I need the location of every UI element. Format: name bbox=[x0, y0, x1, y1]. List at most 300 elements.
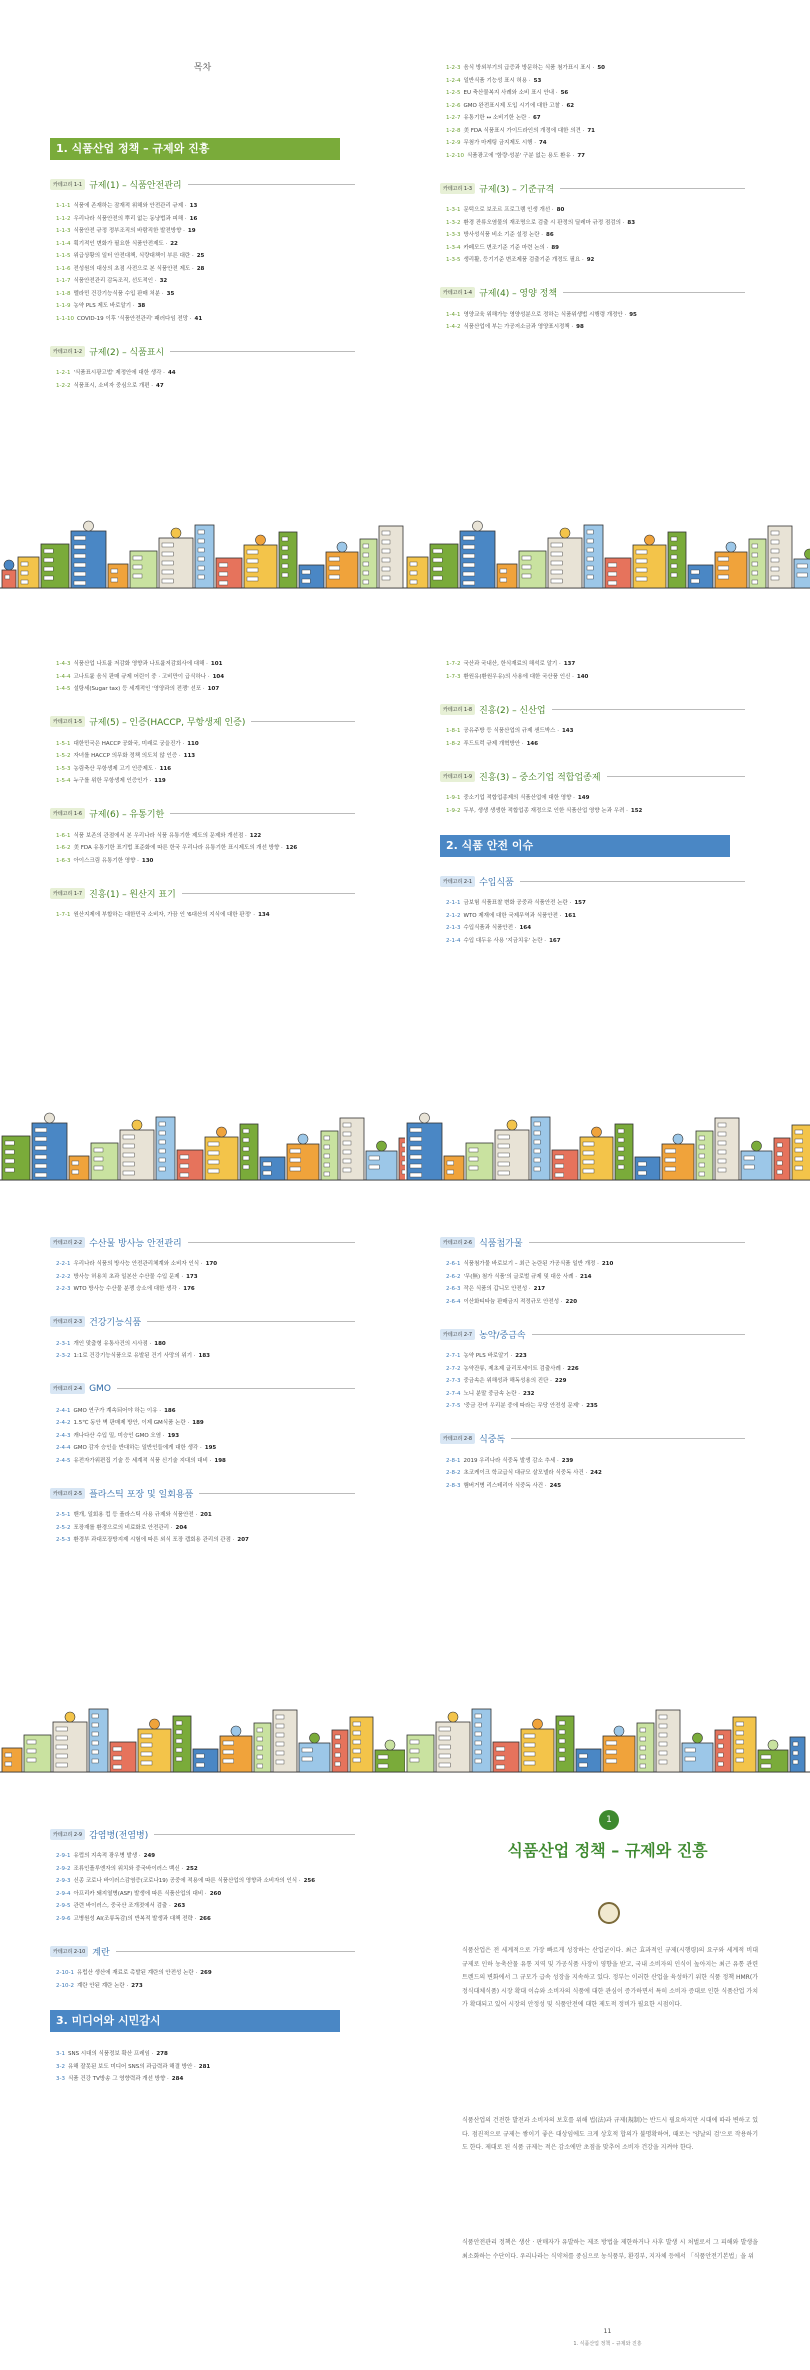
building-shape bbox=[497, 564, 517, 588]
toc-entry-number: 1-1-6 bbox=[56, 265, 71, 272]
toc-entry-number: 2-9-3 bbox=[56, 1878, 71, 1884]
toc-entry-page: 77 bbox=[577, 152, 585, 159]
toc-entry-number: 2-9-4 bbox=[56, 1890, 71, 1897]
toc-entry-number: 2-5-2 bbox=[56, 1524, 71, 1531]
toc-entry-page: 50 bbox=[597, 65, 605, 71]
toc-entry-number: 2-4-1 bbox=[56, 1407, 71, 1414]
toc-entry-number: 1-4-5 bbox=[56, 686, 71, 692]
toc-entry-title: 美 FDA 유통기한 표기법 표준화에 따른 한국 우리나라 유통기한 표시제도의 개선 방향 · bbox=[73, 845, 283, 851]
toc-entry-page: 201 bbox=[200, 1512, 212, 1518]
p7-sections bbox=[50, 1826, 355, 1992]
section-divider bbox=[251, 721, 355, 722]
toc-entry-title: 햄버거병 리스테리아 식중독 사건 · bbox=[463, 1482, 547, 1489]
toc-section-header bbox=[50, 1381, 355, 1397]
building-shape bbox=[69, 1156, 89, 1180]
toc-entry-number: 2-6-1 bbox=[446, 1261, 461, 1267]
toc-entry[interactable] bbox=[50, 750, 355, 763]
toc-entry-title: 국산과 국내산, 한식재료의 해석로 알기 · bbox=[463, 661, 561, 667]
toc-entry-page: 273 bbox=[131, 1982, 143, 1989]
toc-entry-page: 152 bbox=[630, 807, 643, 814]
toc-title: 목차 bbox=[193, 63, 212, 73]
toc-entry[interactable] bbox=[50, 1455, 355, 1468]
section-title: 수입식품 bbox=[479, 877, 514, 888]
toc-entry[interactable] bbox=[50, 1442, 355, 1455]
toc-entry[interactable] bbox=[50, 658, 355, 671]
toc-entry-title: 생리활, 등기기준 변조제품 검출기준 개정도 필요 · bbox=[463, 257, 584, 263]
toc-entry-title: 유전자가위편집 기술 등 세계적 식품 신기술 지대의 대비 · bbox=[73, 1457, 212, 1464]
toc-entry-title: SNS 시대의 식품정보 확산 프레임 · bbox=[67, 2051, 154, 2057]
toc-entry-number: 1-7-2 bbox=[446, 661, 461, 667]
toc-entry-number: 2-1-3 bbox=[446, 925, 461, 931]
toc-entry-page: 183 bbox=[198, 1353, 210, 1359]
toc-entry-page: 252 bbox=[186, 1865, 198, 1872]
section-title: 진흥(3) – 중소기업 적합업종제 bbox=[479, 772, 601, 783]
toc-entry-number: 2-4-2 bbox=[56, 1420, 71, 1426]
town-illustration-3 bbox=[0, 1112, 405, 1182]
toc-entry-title: '무(無) 첨가 식품'의 글로벌 규제 및 대응 사례 · bbox=[463, 1273, 578, 1280]
section-title: 진흥(1) – 원산지 표기 bbox=[89, 889, 176, 900]
toc-entry[interactable] bbox=[50, 1875, 355, 1888]
toc-entry[interactable] bbox=[50, 763, 355, 776]
building-shape bbox=[444, 1156, 464, 1180]
toc-entry-number: 1-3-1 bbox=[446, 207, 461, 213]
toc-entry-page: 210 bbox=[601, 1261, 614, 1267]
toc-entry-page: 113 bbox=[183, 753, 196, 759]
section-title: 식중독 bbox=[479, 1435, 506, 1445]
toc-entry[interactable] bbox=[50, 213, 355, 226]
toc-entry-page: 143 bbox=[561, 728, 574, 734]
toc-entry-page: 47 bbox=[156, 382, 164, 389]
toc-entry-number: 1-1-8 bbox=[56, 290, 71, 297]
toc-section bbox=[50, 1943, 355, 1992]
toc-entry[interactable] bbox=[50, 1338, 355, 1351]
toc-section bbox=[50, 1381, 355, 1468]
toc-entry-number: 1-2-5 bbox=[446, 90, 461, 96]
toc-entry[interactable] bbox=[50, 1863, 355, 1876]
toc-entry-number: 1-2-9 bbox=[446, 140, 461, 146]
section-tag: 카테고리 2-7 bbox=[440, 1329, 475, 1340]
toc-entry[interactable] bbox=[50, 1430, 355, 1443]
toc-entry-number: 2-2-2 bbox=[56, 1273, 71, 1280]
toc-entry-number: 2-8-2 bbox=[446, 1470, 461, 1476]
toc-entry-page: 101 bbox=[210, 661, 223, 667]
toc-entry-page: 284 bbox=[171, 2076, 184, 2082]
toc-entry-page: 95 bbox=[629, 311, 637, 318]
section-divider bbox=[188, 1242, 355, 1243]
body-paragraph-3: 식품안전관리 정책은 생산 · 판매자가 유발하는 제조 방법을 제한하거나 사후 발생 시 처벌로서 그 피해와 발생을 최소화하는 수단이다. 우리나라는 식약처를 중심으로 농식품부, 환경부, 지자체 등에서 「식품안전기본법」을 위 bbox=[462, 2239, 758, 2260]
toc-entry-page: 86 bbox=[546, 232, 554, 238]
toc-entry-number: 1-1-9 bbox=[56, 303, 71, 309]
town-illustration-6 bbox=[405, 1704, 810, 1774]
section-title: 수산물 방사능 안전관리 bbox=[89, 1238, 182, 1249]
toc-entry-title: 무첨가 마케팅 금지제도 시행 · bbox=[463, 140, 536, 146]
toc-entry-page: 229 bbox=[554, 1378, 567, 1384]
body-paragraph-2: 식품산업의 건전한 발전과 소비자의 보호를 위해 법(法)과 규제(規制)는 반드시 필요하지만 시대에 따라 변하고 있다. 점진적으로 규제는 쌓이기 좋은 대상임에도 크게 상호적 합의가 불명확하여, 때로는 '양날의 검'으로 작용하기도 한다. 제대로 된 식품 규제는 적은 감소에만 초점을 맞추어 소비자 건강을 지켜야 한다. bbox=[462, 2117, 758, 2151]
toc-entry-number: 2-3-1 bbox=[56, 1340, 71, 1347]
toc-entry-page: 242 bbox=[590, 1470, 602, 1476]
toc-entry[interactable] bbox=[50, 380, 355, 393]
toc-entry-title: GMO 완전표시제 도입 시기에 대한 고찰 · bbox=[463, 102, 564, 109]
building-shape bbox=[108, 564, 128, 588]
toc-entry-page: 164 bbox=[519, 925, 532, 931]
toc-section-header bbox=[50, 1234, 355, 1250]
section-title: 건강기능식품 bbox=[89, 1318, 142, 1328]
toc-entry-title: 설탕세(Sugar tax) 등 세계적인 '영양과의 전쟁' 선포 · bbox=[73, 686, 205, 692]
section-title: 규제(5) – 인증(HACCP, 무항생제 인증) bbox=[89, 718, 246, 728]
toc-entry-number: 2-1-2 bbox=[446, 912, 461, 919]
page-8 bbox=[405, 0, 810, 2370]
toc-entry[interactable] bbox=[50, 1980, 355, 1993]
toc-entry-page: 198 bbox=[214, 1457, 226, 1464]
toc-entry-page: 232 bbox=[523, 1390, 535, 1397]
toc-entry[interactable] bbox=[50, 225, 355, 238]
toc-entry[interactable] bbox=[50, 1509, 355, 1522]
section-title: 규제(3) – 기준규격 bbox=[479, 184, 555, 195]
building-shape bbox=[260, 1157, 285, 1180]
toc-entry-page: 44 bbox=[167, 370, 176, 376]
toc-entry-title: 푸드트럭 규제 개혁방안 · bbox=[463, 740, 524, 747]
town-illustration-5 bbox=[0, 1704, 405, 1774]
toc-entry-title: 아프리카 돼지열병(ASF) 발생에 따른 식품산업의 대비 · bbox=[73, 1890, 207, 1897]
toc-entry[interactable] bbox=[50, 683, 355, 696]
building-shape bbox=[375, 1750, 405, 1772]
toc-entry-title: 음식 방외부기의 급증과 방문하는 식품 첨가표시 표시 · bbox=[463, 65, 595, 71]
p5-sections bbox=[50, 1234, 355, 1547]
toc-entry-title: WTO 제재에 대한 국제무역과 식품안전 · bbox=[463, 912, 562, 919]
section-tag: 카테고리 1-9 bbox=[440, 771, 475, 782]
toc-entry-number: 1-1-7 bbox=[56, 278, 71, 284]
toc-entry-title: 영양교육 위해가능 영양성분으로 정하는 식품위생법 시행령 개정안 · bbox=[463, 311, 627, 318]
toc-entry-page: 134 bbox=[258, 912, 270, 918]
toc-entry-page: 186 bbox=[164, 1407, 176, 1414]
toc-entry-page: 119 bbox=[154, 778, 166, 784]
toc-entry-page: 157 bbox=[574, 900, 586, 906]
toc-entry-number: 1-8-1 bbox=[446, 728, 461, 734]
toc-entry-page: 214 bbox=[580, 1273, 592, 1280]
toc-section-header bbox=[50, 714, 355, 730]
toc-entry-number: 2-3-2 bbox=[56, 1353, 71, 1359]
toc-entry-page: 71 bbox=[587, 127, 595, 134]
toc-entry-title: 조류인플루엔자의 위치와 중국바이러스 백신 · bbox=[73, 1865, 184, 1872]
toc-entry-page: 137 bbox=[563, 661, 576, 667]
toc-entry-title: 유럽의 지속적 광우병 발생 · bbox=[73, 1853, 141, 1859]
toc-entry-title: 포장재를 환경으로의 비료화로 안전관리 · bbox=[73, 1524, 173, 1531]
toc-entry-title: 대한민국은 HACCP 공화국, 미래로 궁을진가 · bbox=[73, 740, 185, 747]
toc-entry-title: WTO 방사능 수산물 분쟁 승소에 대한 생각 · bbox=[73, 1286, 181, 1292]
toc-entry-page: 170 bbox=[205, 1261, 218, 1267]
toc-entry-page: 269 bbox=[200, 1970, 212, 1976]
toc-entry-number: 2-6-3 bbox=[446, 1286, 461, 1292]
toc-entry-number: 1-4-3 bbox=[56, 661, 71, 667]
toc-entry[interactable] bbox=[50, 909, 355, 922]
toc-entry-number: 2-6-2 bbox=[446, 1273, 461, 1280]
section-tag: 카테고리 1-8 bbox=[440, 704, 475, 715]
toc-entry-number: 1-2-4 bbox=[446, 77, 461, 84]
section-tag: 카테고리 1-1 bbox=[50, 179, 85, 190]
toc-section-header bbox=[50, 343, 355, 359]
toc-entry-page: 167 bbox=[549, 937, 561, 944]
p7-chapter3-items bbox=[50, 2048, 355, 2086]
toc-entry[interactable] bbox=[50, 855, 355, 868]
toc-entry-title: 전성원의 대상의 초점 사전으로 본 식품안전 제도 · bbox=[73, 265, 194, 272]
toc-entry-title: 중금속은 위해성과 해독성용의 진단 · bbox=[463, 1378, 552, 1384]
toc-entry-page: 146 bbox=[526, 740, 539, 747]
p3-column bbox=[50, 658, 355, 940]
toc-entry[interactable] bbox=[50, 238, 355, 251]
chapter-banner-2: 2. 식품 안전 이슈 bbox=[440, 835, 730, 857]
toc-entry-page: 260 bbox=[209, 1890, 222, 1897]
town-illustration-2 bbox=[405, 520, 810, 590]
building-shape bbox=[576, 1749, 601, 1772]
toc-entry-number: 2-4-5 bbox=[56, 1457, 71, 1464]
toc-entry[interactable] bbox=[50, 671, 355, 684]
section-tag: 카테고리 2-3 bbox=[50, 1316, 85, 1327]
page-7 bbox=[0, 1776, 405, 2370]
toc-entry-title: '식품표시광고법' 제정안에 대한 생각 · bbox=[73, 370, 165, 376]
section-divider bbox=[188, 184, 355, 185]
toc-entry-page: 98 bbox=[576, 324, 584, 330]
toc-entry-page: 80 bbox=[556, 207, 565, 213]
toc-entry-number: 1-2-7 bbox=[446, 115, 461, 121]
toc-entry-number: 2-9-6 bbox=[56, 1915, 71, 1922]
toc-section-header bbox=[50, 806, 355, 822]
toc-entry-number: 2-7-3 bbox=[446, 1378, 461, 1384]
toc-entry-page: 38 bbox=[137, 303, 146, 309]
toc-entry[interactable] bbox=[50, 1888, 355, 1901]
toc-entry-title: 1.5℃ 동안 벽 판매제 방안, 이제 GM식품 논란 · bbox=[73, 1420, 190, 1426]
toc-entry-number: 1-8-2 bbox=[446, 740, 461, 747]
toc-entry-number: 1-3-3 bbox=[446, 232, 461, 238]
toc-entry-page: 256 bbox=[303, 1878, 316, 1884]
toc-entry-title: 멜라민 건강기능식품 수입 판매 처분 · bbox=[73, 290, 164, 297]
toc-entry[interactable] bbox=[50, 1258, 355, 1271]
toc-entry[interactable] bbox=[50, 200, 355, 213]
toc-entry[interactable] bbox=[50, 1522, 355, 1535]
toc-entry-title: 식품첨가물 바로보기 – 최근 논란된 가공식품 일반 개정 · bbox=[463, 1261, 599, 1267]
toc-entry[interactable] bbox=[50, 1350, 355, 1363]
toc-entry-number: 2-4-4 bbox=[56, 1445, 71, 1451]
toc-entry-page: 83 bbox=[627, 219, 636, 226]
building-shape bbox=[758, 1750, 788, 1772]
toc-entry-page: 28 bbox=[196, 265, 205, 272]
section-divider bbox=[154, 1834, 355, 1835]
toc-entry[interactable] bbox=[50, 2073, 355, 2086]
toc-entry-number: 1-6-3 bbox=[56, 857, 71, 864]
section-divider bbox=[170, 813, 355, 814]
building-shape bbox=[635, 1157, 660, 1180]
toc-entry-title: 농약 PLS 바로알기 · bbox=[463, 1353, 513, 1359]
toc-entry-number: 2-7-2 bbox=[446, 1365, 461, 1372]
section-tag: 카테고리 1-5 bbox=[50, 716, 85, 727]
toc-entry[interactable] bbox=[50, 1900, 355, 1913]
toc-entry-number: 1-9-1 bbox=[446, 795, 461, 801]
toc-entry-number: 2-8-3 bbox=[446, 1482, 461, 1489]
toc-entry-page: 204 bbox=[175, 1524, 188, 1531]
section-tag: 카테고리 2-4 bbox=[50, 1383, 85, 1394]
toc-entry-title: 획기적인 변화가 필요한 식품안전제도 · bbox=[73, 240, 168, 247]
toc-entry-title: 美 FDA 식품표시 가이드라인의 개정에 대한 의견 · bbox=[463, 127, 585, 134]
toc-entry-title: 식품산업 나트륨 저감화 영향과 나트륨저감회사에 대해 · bbox=[73, 661, 208, 667]
toc-entry-page: 249 bbox=[143, 1853, 156, 1859]
chapter-banner-3: 3. 미디어와 시민감시 bbox=[50, 2010, 340, 2032]
toc-entry-page: 245 bbox=[549, 1482, 562, 1489]
toc-entry-number: 1-5-4 bbox=[56, 778, 71, 784]
toc-entry-page: 173 bbox=[186, 1273, 198, 1280]
toc-section bbox=[50, 806, 355, 868]
toc-entry-page: 189 bbox=[192, 1420, 204, 1426]
toc-entry-title: 농약 PLS 제도 바로알기 · bbox=[73, 303, 135, 309]
toc-entry[interactable] bbox=[50, 300, 355, 313]
toc-entry-title: 위급상황의 일터 안전대책, 식량대책이 부른 대란 · bbox=[73, 253, 194, 259]
toc-section bbox=[50, 343, 355, 392]
toc-entry-title: 누구를 위한 무항생제 인증인가 · bbox=[73, 778, 152, 784]
toc-entry-number: 3-2 bbox=[56, 2063, 65, 2070]
toc-entry-page: 126 bbox=[285, 845, 298, 851]
toc-entry[interactable] bbox=[50, 1913, 355, 1926]
toc-entry[interactable] bbox=[50, 1850, 355, 1863]
toc-entry[interactable] bbox=[50, 775, 355, 788]
toc-entry[interactable] bbox=[50, 1271, 355, 1284]
toc-entry-page: 25 bbox=[196, 253, 205, 259]
toc-entry-title: 식품 건강 TV방송 그 영향력과 개선 방향 · bbox=[67, 2076, 169, 2082]
section-divider bbox=[182, 893, 355, 894]
toc-entry-number: 1-6-2 bbox=[56, 845, 71, 851]
toc-entry-page: 239 bbox=[561, 1457, 574, 1464]
toc-entry[interactable] bbox=[50, 1405, 355, 1418]
toc-entry-title: 밴개, 일회용 컵 등 플라스틱 사용 규제와 식품안전 · bbox=[73, 1512, 198, 1518]
toc-entry-number: 2-1-4 bbox=[446, 937, 461, 944]
toc-entry[interactable] bbox=[50, 738, 355, 751]
toc-entry-number: 1-7-1 bbox=[56, 912, 71, 918]
toc-entry-number: 2-9-5 bbox=[56, 1903, 71, 1909]
section-tag: 카테고리 1-3 bbox=[440, 183, 475, 194]
toc-entry-page: 130 bbox=[141, 857, 154, 864]
section-title: 감염병(전염병) bbox=[89, 1830, 149, 1841]
toc-entry-number: 1-1-10 bbox=[56, 315, 74, 322]
toc-entry-page: 41 bbox=[194, 315, 203, 322]
toc-entry-page: 110 bbox=[187, 740, 199, 747]
toc-entry-page: 263 bbox=[173, 1903, 186, 1909]
toc-entry[interactable] bbox=[50, 263, 355, 276]
section-tag: 카테고리 2-5 bbox=[50, 1488, 85, 1499]
toc-entry-page: 176 bbox=[183, 1286, 195, 1292]
body-paragraph-1: 식품산업은 전 세계적으로 가장 빠르게 성장하는 산업군이다. 최근 효과적인 규제(시행령)의 요구와 세계적 비대 규제로 인하 농축산물 유통 지역 및 가공식품 사장이 영향을 받고, 국내 소비자의 인식이 높아지는 최근 유통 관련 트렌드의 변화에서 그 규모가 급속 성장을 지속하고 있다. 정부는 이러한 산업을 육성하기 위한 식품 정책 HMR(가정식대체식품) 시장 확대 이슈와 소비자의 식품에 대한 관심이 증가하면서 특히 소비자 증대로 인한 식품산업 가치가 확대되고 있어 시장의 안정성 및 식품안전에 대한 제도적 정비가 필요한 시점이다. bbox=[462, 1947, 758, 2008]
section-tag: 카테고리 2-8 bbox=[440, 1433, 475, 1444]
toc-entry-number: 1-6-1 bbox=[56, 832, 71, 839]
toc-entry-title: 중소기업 적합업종제의 식품산업에 대한 영향 · bbox=[463, 795, 575, 801]
section-divider bbox=[170, 351, 355, 352]
toc-entry-page: 89 bbox=[551, 244, 559, 251]
toc-entry-page: 180 bbox=[154, 1340, 166, 1347]
toc-entry-number: 1-3-5 bbox=[446, 257, 461, 263]
toc-entry-number: 3-3 bbox=[56, 2076, 65, 2082]
toc-entry-number: 1-1-4 bbox=[56, 240, 71, 247]
section-divider bbox=[147, 1321, 355, 1322]
toc-entry-title: 식품광고에 '함량·성분' 구분 없는 용도 환유 · bbox=[466, 152, 575, 159]
toc-entry-page: 235 bbox=[586, 1403, 598, 1409]
toc-entry[interactable] bbox=[50, 2061, 355, 2074]
toc-entry-title: 식품표시, 소비자 중심으로 개편 · bbox=[73, 382, 154, 389]
toc-entry-number: 1-1-2 bbox=[56, 215, 71, 222]
page-5 bbox=[0, 1184, 405, 1774]
toc-entry[interactable] bbox=[50, 2048, 355, 2061]
toc-entry-page: 220 bbox=[565, 1298, 578, 1305]
section-title: 규제(4) – 영양 정책 bbox=[479, 289, 558, 299]
building-shape bbox=[2, 1748, 22, 1772]
toc-entry[interactable] bbox=[50, 1534, 355, 1547]
chapter-banner-1: 1. 식품산업 정책 – 규제와 진흥 bbox=[50, 138, 340, 160]
toc-entry-title: COVID-19 이후 '식품안전관리' 패러다임 전망 · bbox=[76, 315, 192, 322]
toc-entry[interactable] bbox=[50, 288, 355, 301]
toc-section-header bbox=[50, 1826, 355, 1842]
toc-entry-title: 환원유(환원우유)의 사용에 대한 국산품 인신 · bbox=[463, 673, 574, 680]
toc-entry-title: 원산지제에 부합하는 대한민국 소비자, 가끔 인 '6대산의 지식에 대한 판정' · bbox=[73, 912, 256, 918]
section-title: 진흥(2) – 신산업 bbox=[479, 705, 546, 716]
toc-entry-title: 고나트륨 음식 판매 규제 어린이 중 · 고비만이 급식하나 · bbox=[73, 673, 210, 680]
p1-column bbox=[50, 138, 355, 410]
toc-section bbox=[50, 1826, 355, 1925]
section-title: 규제(1) – 식품안전관리 bbox=[89, 180, 182, 191]
toc-entry-number: 1-4-2 bbox=[446, 324, 461, 330]
toc-entry-page: 35 bbox=[166, 290, 175, 297]
toc-entry-number: 1-3-2 bbox=[446, 219, 461, 226]
toc-entry-page: 281 bbox=[198, 2063, 211, 2070]
toc-entry[interactable] bbox=[50, 1417, 355, 1430]
toc-entry-title: 식품안전 규정 정부조직의 바람직한 발전방향 · bbox=[73, 228, 185, 234]
toc-entry-page: 122 bbox=[249, 832, 262, 839]
toc-entry-title: GMO 감자 승인을 반대하는 일반인들에게 대한 생각 · bbox=[73, 1445, 202, 1451]
toc-entry-page: 116 bbox=[159, 765, 172, 772]
p5-column bbox=[50, 1234, 355, 1565]
toc-entry-title: 유통기한 ↔ 소비기한 논란 · bbox=[463, 115, 530, 121]
toc-entry[interactable] bbox=[50, 313, 355, 326]
toc-entry-number: 1-2-1 bbox=[56, 370, 71, 376]
toc-entry-number: 1-2-8 bbox=[446, 127, 461, 134]
toc-entry-page: 32 bbox=[159, 278, 168, 284]
toc-section bbox=[50, 714, 355, 788]
section-tag: 카테고리 2-1 bbox=[440, 876, 475, 887]
toc-entry[interactable] bbox=[50, 1967, 355, 1980]
section-divider bbox=[199, 1493, 355, 1494]
toc-entry-number: 1-1-1 bbox=[56, 203, 71, 209]
section-title: 계란 bbox=[92, 1947, 110, 1958]
toc-entry-title: 카페모드 변조기준 기준 마련 논의 · bbox=[463, 244, 549, 251]
toc-entry-title: 식품 보존의 관점에서 본 우리나라 식품 유통기한 제도의 문제와 개선점 · bbox=[73, 832, 247, 839]
section-divider bbox=[116, 1951, 355, 1952]
toc-entry[interactable] bbox=[50, 250, 355, 263]
toc-entry-title: 초코케이크 학교급식 대규모 살모넬라 식중독 사건 · bbox=[463, 1470, 588, 1476]
toc-entry-number: 2-6-4 bbox=[446, 1298, 461, 1305]
toc-entry[interactable] bbox=[50, 1283, 355, 1296]
toc-entry-title: 방사능 허용치 초과 일본산 수산물 수입 문제 · bbox=[73, 1273, 184, 1280]
emblem-icon bbox=[598, 1902, 620, 1924]
toc-entry[interactable] bbox=[50, 275, 355, 288]
toc-entry-number: 1-1-3 bbox=[56, 228, 71, 234]
toc-entry[interactable] bbox=[50, 367, 355, 380]
toc-entry-title: 우리나라 식품안전의 뿌리 없는 동냥법과 피해 · bbox=[73, 215, 187, 222]
toc-entry-number: 1-3-4 bbox=[446, 244, 461, 251]
toc-entry-number: 1-5-3 bbox=[56, 765, 71, 772]
toc-entry-number: 2-5-1 bbox=[56, 1512, 71, 1518]
toc-entry-number: 2-5-3 bbox=[56, 1537, 71, 1543]
section-tag: 카테고리 2-2 bbox=[50, 1237, 85, 1248]
toc-entry-number: 1-7-3 bbox=[446, 673, 461, 680]
toc-section-header bbox=[50, 885, 355, 901]
toc-entry[interactable] bbox=[50, 842, 355, 855]
toc-entry-number: 1-2-2 bbox=[56, 382, 71, 389]
toc-entry[interactable] bbox=[50, 830, 355, 843]
section-tag: 카테고리 1-2 bbox=[50, 346, 85, 357]
